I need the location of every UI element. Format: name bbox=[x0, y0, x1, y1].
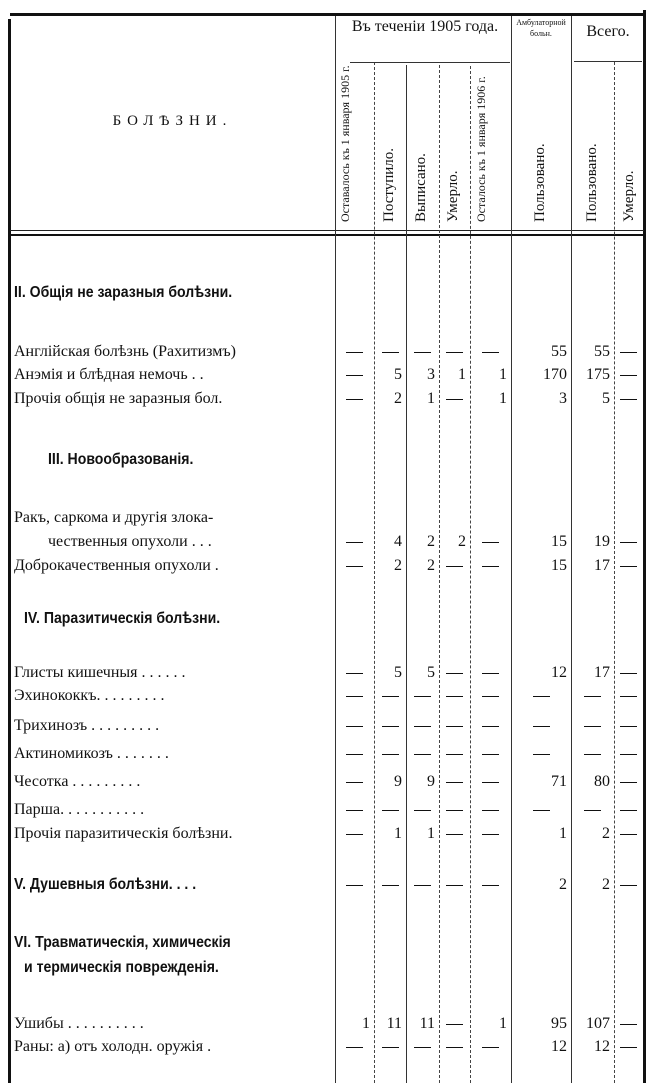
table-cell bbox=[439, 823, 470, 845]
table-cell bbox=[571, 715, 614, 737]
empty-dash bbox=[346, 810, 363, 812]
table-cell: 9 bbox=[394, 773, 402, 790]
empty-dash bbox=[620, 542, 637, 544]
empty-dash bbox=[346, 399, 363, 401]
table-cell bbox=[406, 874, 439, 896]
table-cell: 12 bbox=[551, 664, 567, 681]
section-row bbox=[10, 449, 644, 471]
empty-dash bbox=[482, 726, 499, 728]
table-cell: 1 bbox=[427, 825, 435, 842]
col-header-admitted: Поступило. bbox=[381, 147, 397, 222]
table-cell: 11 bbox=[386, 1015, 402, 1032]
table-cell: 5 bbox=[602, 390, 610, 407]
table-cell bbox=[614, 743, 643, 765]
empty-dash bbox=[482, 352, 499, 354]
table-cell bbox=[470, 341, 511, 363]
table-cell: 17 bbox=[594, 664, 610, 681]
table-cell: 175 bbox=[586, 366, 610, 383]
empty-dash bbox=[346, 834, 363, 836]
table-cell bbox=[470, 685, 511, 707]
table-cell bbox=[470, 823, 511, 845]
disease-label: Раны: а) отъ холодн. оружія . bbox=[14, 1038, 212, 1055]
col-header-died: Умерло. bbox=[445, 170, 461, 222]
empty-dash bbox=[446, 399, 463, 401]
table-row bbox=[10, 1036, 644, 1058]
table-cell bbox=[511, 685, 571, 707]
empty-dash bbox=[620, 885, 637, 887]
disease-label: Глисты кишечныя . . . . . . bbox=[14, 664, 186, 681]
table-cell: 5 bbox=[394, 366, 402, 383]
table-cell bbox=[406, 685, 439, 707]
table-cell: 17 bbox=[594, 557, 610, 574]
table-row bbox=[10, 823, 644, 845]
table-cell bbox=[614, 771, 643, 793]
disease-label: Ракъ, саркома и другія злока- bbox=[14, 509, 214, 526]
table-cell: 1 bbox=[499, 390, 507, 407]
empty-dash bbox=[533, 726, 550, 728]
empty-dash bbox=[482, 542, 499, 544]
empty-dash bbox=[382, 696, 399, 698]
table-cell bbox=[470, 874, 511, 896]
table-cell bbox=[335, 799, 374, 821]
empty-dash bbox=[482, 885, 499, 887]
empty-dash bbox=[620, 696, 637, 698]
table-cell bbox=[511, 715, 571, 737]
empty-dash bbox=[446, 754, 463, 756]
table-cell bbox=[335, 715, 374, 737]
table-cell: 2 bbox=[427, 533, 435, 550]
disease-label: Трихинозъ . . . . . . . . . bbox=[14, 717, 160, 734]
group-subrule bbox=[350, 62, 510, 63]
table-cell: 4 bbox=[394, 533, 402, 550]
empty-dash bbox=[584, 726, 601, 728]
empty-dash bbox=[620, 1047, 637, 1049]
header-bottom-rule-thick bbox=[10, 234, 644, 236]
table-cell bbox=[571, 685, 614, 707]
table-cell: 55 bbox=[551, 343, 567, 360]
empty-dash bbox=[446, 885, 463, 887]
group-subrule bbox=[574, 61, 642, 62]
empty-dash bbox=[533, 696, 550, 698]
table-cell bbox=[470, 1036, 511, 1058]
table-row bbox=[10, 662, 644, 684]
table-cell bbox=[470, 715, 511, 737]
table-cell bbox=[439, 685, 470, 707]
table-row bbox=[10, 388, 644, 410]
table-cell: 11 bbox=[419, 1015, 435, 1032]
empty-dash bbox=[446, 566, 463, 568]
table-cell bbox=[614, 874, 643, 896]
table-cell: 2 bbox=[394, 390, 402, 407]
col-header-total-treated: Пользовано. bbox=[584, 143, 600, 222]
table-cell bbox=[335, 531, 374, 553]
table-row bbox=[10, 555, 644, 577]
table-cell bbox=[335, 341, 374, 363]
empty-dash bbox=[346, 782, 363, 784]
empty-dash bbox=[382, 810, 399, 812]
empty-dash bbox=[346, 375, 363, 377]
empty-dash bbox=[533, 754, 550, 756]
section-row bbox=[10, 507, 644, 529]
table-cell: 2 bbox=[602, 876, 610, 893]
table-cell: 12 bbox=[551, 1038, 567, 1055]
table-cell bbox=[374, 685, 406, 707]
empty-dash bbox=[346, 696, 363, 698]
table-cell bbox=[511, 799, 571, 821]
empty-dash bbox=[414, 352, 431, 354]
empty-dash bbox=[346, 673, 363, 675]
table-row bbox=[10, 771, 644, 793]
table-cell bbox=[614, 364, 643, 386]
table-cell: 2 bbox=[602, 825, 610, 842]
table-cell bbox=[374, 341, 406, 363]
table-cell: 71 bbox=[551, 773, 567, 790]
table-cell bbox=[614, 388, 643, 410]
empty-dash bbox=[446, 352, 463, 354]
table-cell bbox=[406, 799, 439, 821]
group-header-total: Всего. bbox=[586, 23, 630, 40]
table-cell: 2 bbox=[394, 557, 402, 574]
table-row bbox=[10, 715, 644, 737]
empty-dash bbox=[620, 1024, 637, 1026]
table-cell: 2 bbox=[427, 557, 435, 574]
empty-dash bbox=[620, 782, 637, 784]
empty-dash bbox=[414, 1047, 431, 1049]
empty-dash bbox=[482, 782, 499, 784]
empty-dash bbox=[620, 726, 637, 728]
empty-dash bbox=[482, 754, 499, 756]
table-cell: 1 bbox=[458, 366, 466, 383]
table-cell bbox=[470, 799, 511, 821]
table-cell bbox=[374, 1036, 406, 1058]
table-cell: 1 bbox=[394, 825, 402, 842]
empty-dash bbox=[414, 726, 431, 728]
empty-dash bbox=[482, 834, 499, 836]
empty-dash bbox=[446, 782, 463, 784]
table-cell bbox=[470, 555, 511, 577]
empty-dash bbox=[482, 673, 499, 675]
table-cell bbox=[614, 823, 643, 845]
table-cell: 19 bbox=[594, 533, 610, 550]
section-heading: и термическія поврежденія. bbox=[24, 959, 219, 976]
empty-dash bbox=[382, 1047, 399, 1049]
table-cell bbox=[614, 341, 643, 363]
table-cell bbox=[406, 1036, 439, 1058]
empty-dash bbox=[346, 885, 363, 887]
empty-dash bbox=[620, 834, 637, 836]
empty-dash bbox=[382, 885, 399, 887]
section-row bbox=[10, 282, 644, 304]
section-row bbox=[10, 608, 644, 630]
empty-dash bbox=[414, 696, 431, 698]
empty-dash bbox=[382, 726, 399, 728]
table-cell bbox=[406, 743, 439, 765]
table-row bbox=[10, 341, 644, 363]
header-bottom-rule bbox=[10, 230, 644, 231]
table-cell bbox=[374, 715, 406, 737]
top-rule bbox=[10, 13, 646, 16]
disease-label: Ушибы . . . . . . . . . . bbox=[14, 1015, 144, 1032]
disease-label: Актиномикозъ . . . . . . . bbox=[14, 745, 169, 762]
disease-label: Прочія паразитическія болѣзни. bbox=[14, 825, 233, 842]
empty-dash bbox=[414, 810, 431, 812]
empty-dash bbox=[346, 566, 363, 568]
table-cell bbox=[571, 743, 614, 765]
section-heading: II. Общія не заразныя болѣзни. bbox=[14, 284, 233, 301]
table-cell: 2 bbox=[458, 533, 466, 550]
table-cell: 170 bbox=[543, 366, 567, 383]
table-cell bbox=[511, 743, 571, 765]
table-cell bbox=[374, 743, 406, 765]
section-heading: IV. Паразитическія болѣзни. bbox=[24, 610, 221, 627]
table-cell bbox=[470, 662, 511, 684]
table-cell: 107 bbox=[586, 1015, 610, 1032]
col-header-remaining-1906: Осталось къ 1 января 1906 г. bbox=[474, 76, 488, 222]
table-row bbox=[10, 799, 644, 821]
empty-dash bbox=[584, 754, 601, 756]
table-cell bbox=[614, 555, 643, 577]
table-cell bbox=[614, 531, 643, 553]
disease-label: Прочія общія не заразныя бол. bbox=[14, 390, 223, 407]
empty-dash bbox=[620, 810, 637, 812]
table-cell bbox=[439, 771, 470, 793]
empty-dash bbox=[346, 1047, 363, 1049]
table-cell bbox=[470, 531, 511, 553]
table-cell bbox=[614, 685, 643, 707]
empty-dash bbox=[346, 754, 363, 756]
disease-label: Доброкачественныя опухоли . bbox=[14, 557, 219, 574]
table-cell: 12 bbox=[594, 1038, 610, 1055]
table-cell bbox=[335, 662, 374, 684]
empty-dash bbox=[414, 754, 431, 756]
table-cell bbox=[439, 799, 470, 821]
disease-label: чественныя опухоли . . . bbox=[48, 533, 212, 550]
col-header-ambulatory-treated: Пользовано. bbox=[532, 143, 548, 222]
table-cell bbox=[335, 771, 374, 793]
table-cell bbox=[614, 1013, 643, 1035]
empty-dash bbox=[382, 352, 399, 354]
table-cell: 1 bbox=[362, 1015, 370, 1032]
table-row bbox=[10, 743, 644, 765]
empty-dash bbox=[620, 754, 637, 756]
table-cell bbox=[614, 662, 643, 684]
table-cell: 5 bbox=[427, 664, 435, 681]
table-cell: 1 bbox=[499, 1015, 507, 1032]
empty-dash bbox=[346, 542, 363, 544]
empty-dash bbox=[446, 1047, 463, 1049]
table-cell bbox=[470, 771, 511, 793]
empty-dash bbox=[446, 673, 463, 675]
empty-dash bbox=[446, 696, 463, 698]
empty-dash bbox=[446, 726, 463, 728]
col-header-remaining-1905: Оставалось къ 1 января 1905 г. bbox=[338, 65, 352, 222]
table-cell bbox=[614, 799, 643, 821]
col-header-discharged: Выписано. bbox=[413, 153, 429, 222]
empty-dash bbox=[346, 726, 363, 728]
table-cell bbox=[439, 874, 470, 896]
empty-dash bbox=[382, 754, 399, 756]
table-cell: 1 bbox=[427, 390, 435, 407]
table-cell bbox=[470, 743, 511, 765]
diseases-header: БОЛѢЗНИ. bbox=[112, 113, 233, 129]
table-cell: 9 bbox=[427, 773, 435, 790]
group-header-during-1905: Въ теченіи 1905 года. bbox=[351, 18, 499, 35]
table-row bbox=[10, 1013, 644, 1035]
section-heading: III. Новообразованія. bbox=[48, 451, 194, 468]
table-cell: 95 bbox=[551, 1015, 567, 1032]
empty-dash bbox=[446, 834, 463, 836]
table-cell bbox=[439, 662, 470, 684]
section-row bbox=[10, 874, 644, 896]
table-cell bbox=[335, 364, 374, 386]
table-cell: 2 bbox=[559, 876, 567, 893]
table-cell bbox=[335, 685, 374, 707]
empty-dash bbox=[584, 810, 601, 812]
empty-dash bbox=[482, 810, 499, 812]
table-cell bbox=[439, 341, 470, 363]
table-cell bbox=[335, 874, 374, 896]
table-cell bbox=[439, 1036, 470, 1058]
empty-dash bbox=[620, 399, 637, 401]
table-row bbox=[10, 685, 644, 707]
table-cell: 3 bbox=[559, 390, 567, 407]
table-cell: 80 bbox=[594, 773, 610, 790]
disease-label: Чесотка . . . . . . . . . bbox=[14, 773, 141, 790]
table-cell: 5 bbox=[394, 664, 402, 681]
disease-label: Эхинококкъ. . . . . . . . . bbox=[14, 687, 165, 704]
empty-dash bbox=[620, 673, 637, 675]
table-row bbox=[10, 364, 644, 386]
empty-dash bbox=[482, 1047, 499, 1049]
table-cell bbox=[439, 743, 470, 765]
col-header-total-died: Умерло. bbox=[621, 170, 637, 222]
section-heading: VI. Травматическія, химическія bbox=[14, 934, 231, 951]
empty-dash bbox=[482, 696, 499, 698]
section-heading: V. Душевныя болѣзни. . . . bbox=[14, 876, 197, 893]
table-cell bbox=[439, 555, 470, 577]
empty-dash bbox=[446, 810, 463, 812]
table-cell: 1 bbox=[499, 366, 507, 383]
group-header-ambulatory: Амбулаторной больн. bbox=[516, 18, 566, 38]
empty-dash bbox=[620, 352, 637, 354]
table-cell bbox=[571, 799, 614, 821]
table-cell bbox=[406, 715, 439, 737]
table-cell bbox=[335, 823, 374, 845]
table-cell bbox=[335, 743, 374, 765]
table-cell bbox=[439, 1013, 470, 1035]
empty-dash bbox=[414, 885, 431, 887]
empty-dash bbox=[482, 566, 499, 568]
empty-dash bbox=[584, 696, 601, 698]
table-cell: 15 bbox=[551, 557, 567, 574]
table-cell bbox=[374, 799, 406, 821]
empty-dash bbox=[533, 810, 550, 812]
empty-dash bbox=[346, 352, 363, 354]
table-cell bbox=[406, 341, 439, 363]
table-cell bbox=[439, 388, 470, 410]
table-cell bbox=[374, 874, 406, 896]
empty-dash bbox=[446, 1024, 463, 1026]
table-cell: 3 bbox=[427, 366, 435, 383]
table-row bbox=[10, 531, 644, 553]
table-cell: 1 bbox=[559, 825, 567, 842]
table-cell: 55 bbox=[594, 343, 610, 360]
empty-dash bbox=[620, 375, 637, 377]
table-cell bbox=[614, 1036, 643, 1058]
section-row bbox=[10, 957, 644, 979]
disease-label: Англійская болѣзнь (Рахитизмъ) bbox=[14, 343, 236, 360]
table-cell bbox=[439, 715, 470, 737]
empty-dash bbox=[620, 566, 637, 568]
table-cell: 15 bbox=[551, 533, 567, 550]
disease-label: Анэмія и блѣдная немочь . . bbox=[14, 366, 204, 383]
table-cell bbox=[335, 388, 374, 410]
table-cell bbox=[335, 1036, 374, 1058]
table-cell bbox=[335, 555, 374, 577]
table-cell bbox=[614, 715, 643, 737]
section-row bbox=[10, 932, 644, 954]
disease-label: Парша. . . . . . . . . . . bbox=[14, 801, 145, 818]
